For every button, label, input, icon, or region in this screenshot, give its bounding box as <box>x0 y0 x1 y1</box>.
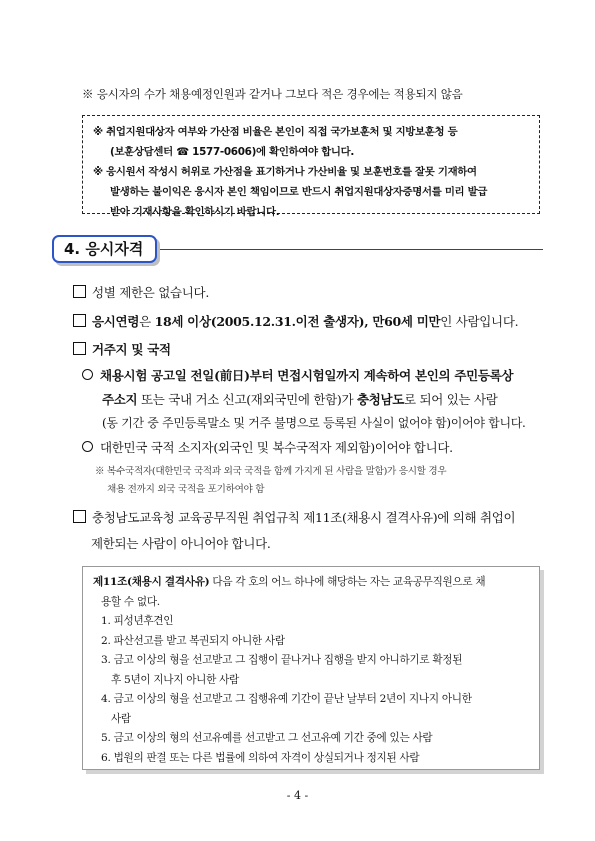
law-list-item: 2. 파산선고를 받고 복권되지 아니한 사람 <box>101 634 285 647</box>
warning-line: 발생하는 불이익은 응시자 본인 책임이므로 반드시 취업지원대상자증명서를 미리 발급 <box>110 186 488 198</box>
address-mid: 또는 국내 거소 신고(재외국민에 한함)가 <box>137 392 357 407</box>
law-list-item: 3. 금고 이상의 형을 선고받고 그 집행이 끝나거나 집행을 받지 아니하기로 확정된 <box>101 654 463 666</box>
warning-line: (보훈상담센터 ☎ 1577-0606)에 확인하여야 합니다. <box>110 146 354 158</box>
law-intro: 다음 각 호의 어느 하나에 해당하는 자는 교육공무직원으로 채 <box>209 576 486 588</box>
checkbox-square-icon <box>73 285 86 298</box>
residence-sub2 <box>82 438 453 456</box>
section-title: 4. 응시자격 <box>52 235 157 263</box>
rule-text-2: 제한되는 사람이 아니어야 합니다. <box>91 536 271 551</box>
age-label: 응시연령 <box>92 314 140 329</box>
law-list-item: 1. 피성년후견인 <box>101 615 174 627</box>
law-list-item: 4. 금고 이상의 형을 선고받고 그 집행유예 기간이 끝난 날부터 2년이 지나지 아니한 <box>101 693 472 705</box>
age-mid: 은 <box>139 314 155 329</box>
address-tail: 로 되어 있는 사람 <box>404 392 498 407</box>
law-title: 제11조(채용시 결격사유) <box>93 576 210 588</box>
item-rule <box>73 508 515 526</box>
top-note: ※ 응시자의 수가 채용예정인원과 같거나 그보다 적은 경우에는 적용되지 않음 <box>82 87 463 101</box>
warning-line: ※ 취업지원대상자 여부와 가산점 비율은 본인이 직접 국가보훈처 및 지방보훈청 등 <box>93 126 458 138</box>
dual-nationality-note-1: ※ 복수국적자(대한민국 국적과 외국 국적을 함께 가지게 된 사람을 말함)가 응시할 경우 <box>95 466 447 477</box>
section-header <box>52 233 543 267</box>
circle-bullet-icon <box>82 441 93 452</box>
dual-nationality-note-2: 채용 전까지 외국 국적을 포기하여야 함 <box>107 484 265 495</box>
law-intro-2: 용할 수 없다. <box>101 595 160 608</box>
warning-line: 받아 기재사항을 확인하시기 바랍니다. <box>110 206 280 218</box>
address-bold: 주소지 <box>102 392 138 407</box>
page-number: - 4 - <box>286 789 309 802</box>
checkbox-square-icon <box>73 342 86 355</box>
law-list-item: 사람 <box>111 712 131 725</box>
nationality-text: 대한민국 국적 소지자(외국인 및 복수국적자 제외함)이어야 합니다. <box>100 440 453 455</box>
item-residence <box>73 340 171 358</box>
gender-text: 성별 제한은 없습니다. <box>92 285 209 300</box>
law-list-item: 6. 법원의 판결 또는 다른 법률에 의하여 자격이 상실되거나 정지된 사람 <box>101 751 420 764</box>
province-bold: 충청남도 <box>356 392 405 407</box>
residence-sub1-line1 <box>82 366 513 384</box>
residence-label: 거주지 및 국적 <box>92 342 171 357</box>
law-box <box>82 566 540 770</box>
age-tail: 인 사람입니다. <box>440 314 519 329</box>
law-list-item: 후 5년이 지나지 아니한 사람 <box>111 673 239 686</box>
warning-box <box>82 115 540 218</box>
age-range: 18세 이상(2005.12.31.이전 출생자), 만60세 미만 <box>154 314 441 329</box>
item-age <box>73 312 518 330</box>
checkbox-square-icon <box>73 314 86 327</box>
rule-text-1: 충청남도교육청 교육공무직원 취업규칙 제11조(채용시 결격사유)에 의해 취업이 <box>92 510 516 525</box>
law-list-item: 5. 금고 이상의 형의 선고유예를 선고받고 그 선고유예 기간 중에 있는 사람 <box>101 732 433 744</box>
circle-bullet-icon <box>82 369 93 380</box>
item-gender <box>73 283 209 301</box>
checkbox-square-icon <box>73 510 86 523</box>
warning-line: ※ 응시원서 작성시 허위로 가산점을 표기하거나 가산비율 및 보훈번호를 잘못 기재하여 <box>93 166 477 178</box>
residence-sub1-line3: (동 기간 중 주민등록말소 및 거주 불명으로 등록된 사실이 없어야 함)이어야 합니다. <box>102 416 526 430</box>
residence-sub1-text: 채용시험 공고일 전일(前日)부터 면접시험일까지 계속하여 본인의 주민등록상 <box>100 368 514 383</box>
residence-sub1-line2 <box>102 390 498 408</box>
